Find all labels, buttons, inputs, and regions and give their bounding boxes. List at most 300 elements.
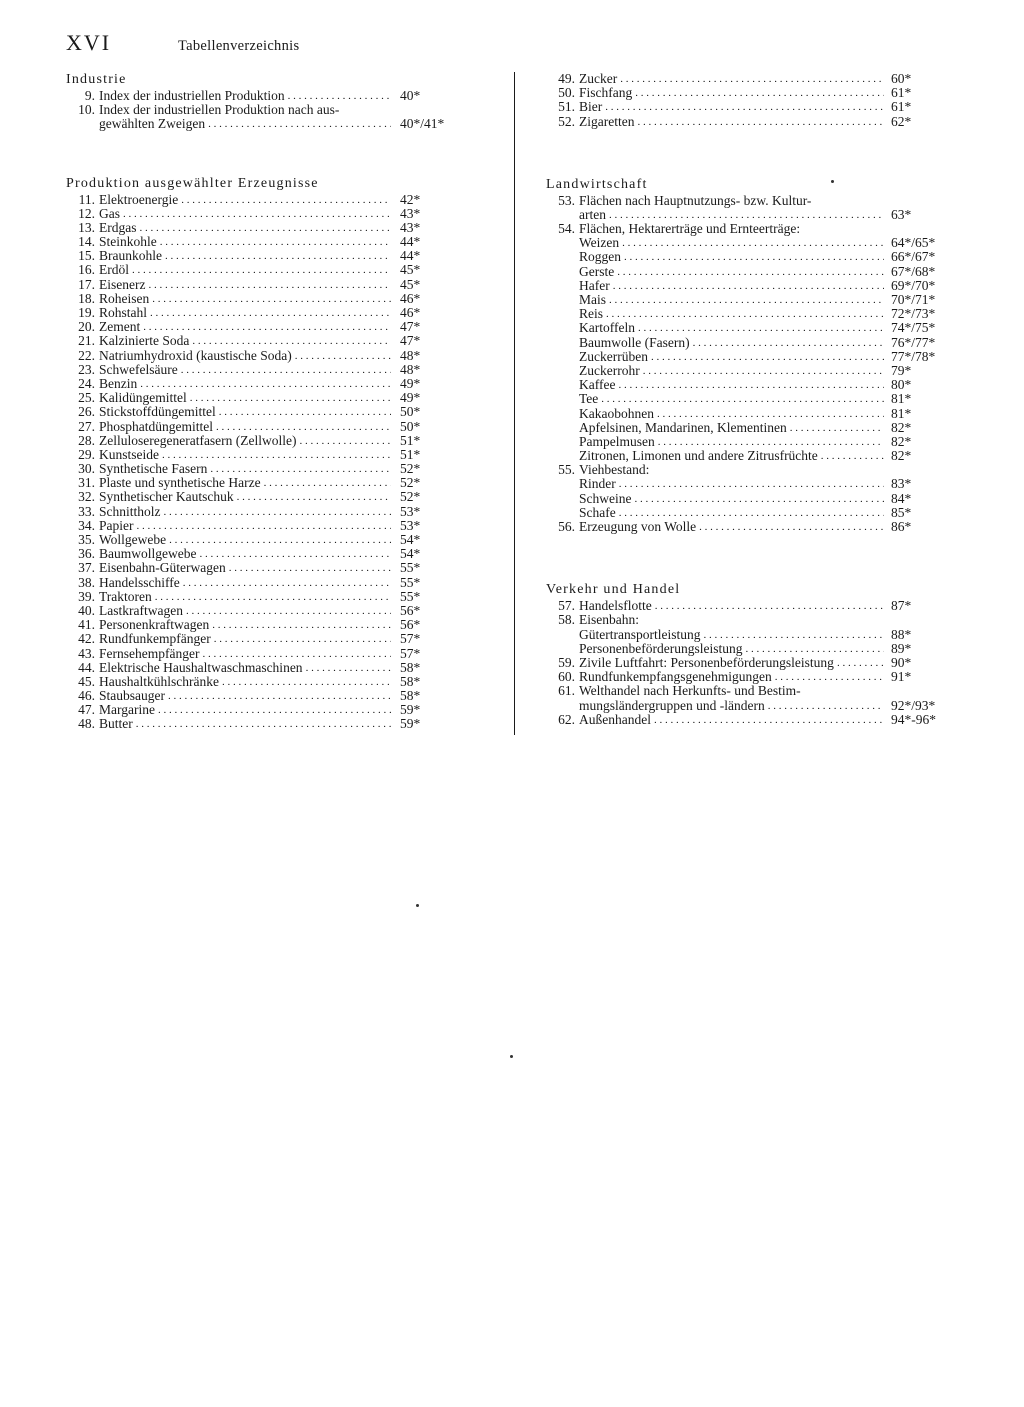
- entry-title: Index der industriellen Produktion: [99, 87, 285, 103]
- dot-leader: [168, 689, 391, 703]
- toc-entry: [63, 533, 450, 547]
- print-speck: [416, 904, 419, 907]
- toc-entry: [543, 293, 957, 307]
- section-title: Industrie: [66, 72, 127, 87]
- dot-leader: [229, 561, 391, 575]
- entry-number: 9.: [84, 87, 95, 103]
- entry-title: Natriumhydroxid (kaustische Soda): [99, 347, 292, 363]
- entry-page: 74*/75*: [891, 320, 936, 336]
- toc-entry: [543, 435, 957, 449]
- entry-title: Margarine: [99, 702, 155, 718]
- toc-entry: [543, 684, 957, 698]
- entry-title: Kunstseide: [99, 446, 159, 462]
- entry-title: Zelluloseregeneratfasern (Zellwolle): [99, 432, 297, 448]
- entry-title: Roheisen: [99, 290, 150, 306]
- entry-title: Benzin: [99, 375, 138, 391]
- entry-number: 34.: [78, 517, 95, 533]
- entry-page: 47*: [400, 319, 421, 335]
- entry-page: 59*: [400, 702, 421, 718]
- dot-leader: [192, 334, 391, 348]
- toc-entry: [63, 590, 450, 604]
- dot-leader: [620, 72, 884, 86]
- entry-page: 56*: [400, 617, 421, 633]
- entry-title: arten: [579, 206, 606, 222]
- entry-page: 60*: [891, 70, 912, 86]
- entry-title: Lastkraftwagen: [99, 602, 183, 618]
- entry-title: mungsländergruppen und -ländern: [579, 697, 765, 713]
- toc-entry: [543, 449, 957, 463]
- toc-entry: [543, 350, 957, 364]
- page-header: [66, 30, 299, 54]
- entry-number: 30.: [78, 461, 95, 477]
- dot-leader: [219, 405, 391, 419]
- entry-title: Zucker: [579, 70, 618, 86]
- entry-title: Traktoren: [99, 588, 152, 604]
- dot-leader: [821, 449, 884, 463]
- dot-leader: [143, 320, 391, 334]
- entry-number: 58.: [558, 612, 575, 628]
- entry-page: 89*: [891, 640, 912, 656]
- toc-entry: [543, 478, 957, 492]
- page-number: XVI: [66, 30, 112, 55]
- entry-page: 49*: [400, 390, 421, 406]
- entry-title: Mais: [579, 292, 606, 308]
- entry-title: Personenkraftwagen: [99, 617, 210, 633]
- entry-number: 41.: [78, 617, 95, 633]
- entry-number: 35.: [78, 532, 95, 548]
- entry-number: 48.: [78, 716, 95, 732]
- toc-entry: [63, 391, 450, 405]
- dot-leader: [613, 279, 884, 293]
- entry-number: 61.: [558, 683, 575, 699]
- entry-page: 55*: [400, 588, 421, 604]
- entry-page: 86*: [891, 519, 912, 535]
- entry-page: 55*: [400, 574, 421, 590]
- toc-entry: [543, 713, 957, 727]
- toc-entry: [63, 476, 450, 490]
- entry-page: 62*: [891, 113, 912, 129]
- toc-entry: [63, 117, 450, 131]
- entry-page: 55*: [400, 560, 421, 576]
- entry-page: 45*: [400, 262, 421, 278]
- entry-number: 45.: [78, 673, 95, 689]
- entry-title: Weizen: [579, 235, 620, 251]
- dot-leader: [609, 293, 884, 307]
- dot-leader: [617, 265, 884, 279]
- toc-entry: [543, 115, 957, 129]
- toc-entry: [543, 279, 957, 293]
- entry-number: 31.: [78, 475, 95, 491]
- entry-title: Zivile Luftfahrt: Personenbeförderungsleistung: [579, 654, 834, 670]
- entry-page: 57*: [400, 631, 421, 647]
- entry-number: 24.: [78, 375, 95, 391]
- entry-page: 61*: [891, 99, 912, 115]
- entry-title: Zement: [99, 319, 141, 335]
- dot-leader: [155, 590, 391, 604]
- dot-leader: [186, 604, 391, 618]
- entry-page: 43*: [400, 205, 421, 221]
- toc-entry: [543, 656, 957, 670]
- entry-title: Plaste und synthetische Harze: [99, 475, 261, 491]
- entry-title: Handelsschiffe: [99, 574, 180, 590]
- entry-title: Zitronen, Limonen und andere Zitrusfrüchte: [579, 448, 818, 464]
- entry-title: Schwefelsäure: [99, 361, 178, 377]
- entry-title: Eisenbahn-Güterwagen: [99, 560, 226, 576]
- entry-page: 79*: [891, 362, 912, 378]
- entry-title: Fernsehempfänger: [99, 645, 200, 661]
- toc-entry: [63, 306, 450, 320]
- entry-page: 46*: [400, 290, 421, 306]
- entry-number: 16.: [78, 262, 95, 278]
- toc-entry: [543, 407, 957, 421]
- toc-entry: [543, 208, 957, 222]
- toc-entry: [63, 604, 450, 618]
- print-speck: [831, 180, 834, 183]
- entry-title: Kakaobohnen: [579, 405, 654, 421]
- toc-entry: [543, 86, 957, 100]
- dot-leader: [208, 117, 391, 131]
- dot-leader: [651, 350, 884, 364]
- entry-page: 88*: [891, 626, 912, 642]
- entry-number: 57.: [558, 598, 575, 614]
- dot-leader: [635, 86, 884, 100]
- dot-leader: [745, 642, 884, 656]
- entry-page: 70*/71*: [891, 292, 936, 308]
- entry-page: 57*: [400, 645, 421, 661]
- dot-leader: [140, 377, 391, 391]
- entry-title: Rundfunkempfangsgenehmigungen: [579, 669, 772, 685]
- toc-entry: [63, 448, 450, 462]
- running-title: Tabellenverzeichnis: [178, 38, 300, 54]
- entry-title: Rohstahl: [99, 305, 148, 321]
- dot-leader: [619, 477, 884, 491]
- entry-number: 20.: [78, 319, 95, 335]
- entry-title: Viehbestand:: [579, 462, 650, 478]
- entry-title: Erdgas: [99, 219, 137, 235]
- entry-number: 27.: [78, 418, 95, 434]
- toc-entry: [543, 670, 957, 684]
- entry-page: 82*: [891, 419, 912, 435]
- entry-page: 58*: [400, 673, 421, 689]
- dot-leader: [655, 599, 884, 613]
- toc-entry: [63, 235, 450, 249]
- right-column: [543, 72, 957, 727]
- toc-entry: [63, 434, 450, 448]
- dot-leader: [618, 378, 884, 392]
- entry-title: Flächen nach Hauptnutzungs- bzw. Kultur-: [579, 192, 812, 208]
- entry-title: Handelsflotte: [579, 598, 652, 614]
- dot-leader: [657, 407, 884, 421]
- entry-page: 52*: [400, 475, 421, 491]
- entry-page: 48*: [400, 347, 421, 363]
- toc-entry: [543, 506, 957, 520]
- entry-number: 49.: [558, 70, 575, 86]
- entry-page: 44*: [400, 248, 421, 264]
- toc-entry: [543, 463, 957, 477]
- toc-entry: [63, 249, 450, 263]
- toc-entry: [63, 349, 450, 363]
- entry-title: Gerste: [579, 263, 615, 279]
- entry-title: Roggen: [579, 249, 621, 265]
- toc-entry: [63, 718, 450, 732]
- entry-page: 46*: [400, 305, 421, 321]
- dot-leader: [222, 675, 391, 689]
- dot-leader: [152, 292, 391, 306]
- entry-title: Baumwollgewebe: [99, 546, 197, 562]
- entry-number: 50.: [558, 85, 575, 101]
- entry-title: Flächen, Hektarerträge und Ernteerträge:: [579, 221, 801, 237]
- dot-leader: [162, 448, 391, 462]
- dot-leader: [634, 492, 884, 506]
- entry-number: 17.: [78, 276, 95, 292]
- entry-title: Phosphatdüngemittel: [99, 418, 213, 434]
- print-speck: [510, 1055, 513, 1058]
- toc-entry: [63, 320, 450, 334]
- entry-number: 14.: [78, 234, 95, 250]
- entry-title: Zuckerrohr: [579, 362, 640, 378]
- dot-leader: [202, 647, 391, 661]
- entry-title: Gütertransportleistung: [579, 626, 701, 642]
- entry-page: 50*: [400, 418, 421, 434]
- entry-title: Synthetischer Kautschuk: [99, 489, 234, 505]
- entry-page: 82*: [891, 433, 912, 449]
- entry-title: Kartoffeln: [579, 320, 635, 336]
- entry-title: Braunkohle: [99, 248, 162, 264]
- toc-entry: [63, 618, 450, 632]
- entry-title: Hafer: [579, 277, 610, 293]
- entry-number: 13.: [78, 219, 95, 235]
- entry-number: 32.: [78, 489, 95, 505]
- dot-leader: [622, 236, 884, 250]
- entry-page: 69*/70*: [891, 277, 936, 293]
- toc-entry: [63, 689, 450, 703]
- entry-number: 39.: [78, 588, 95, 604]
- entry-title: Stickstoffdüngemittel: [99, 404, 216, 420]
- toc-entry: [63, 334, 450, 348]
- entry-title: Erzeugung von Wolle: [579, 519, 697, 535]
- entry-number: 62.: [558, 711, 575, 727]
- toc-entry: [63, 647, 450, 661]
- entry-title: Baumwolle (Fasern): [579, 334, 690, 350]
- toc-entry: [543, 613, 957, 627]
- entry-title: Kalidüngemittel: [99, 390, 187, 406]
- entry-title: Kaffee: [579, 377, 616, 393]
- dot-leader: [183, 576, 391, 590]
- entry-title: Eisenerz: [99, 276, 146, 292]
- dot-leader: [199, 547, 391, 561]
- dot-leader: [606, 307, 884, 321]
- entry-number: 22.: [78, 347, 95, 363]
- entry-title: Fischfang: [579, 85, 633, 101]
- toc-entry: [543, 251, 957, 265]
- entry-page: 44*: [400, 234, 421, 250]
- entry-title: Elektroenergie: [99, 191, 179, 207]
- toc-entry: [543, 336, 957, 350]
- dot-leader: [288, 89, 391, 103]
- entry-page: 52*: [400, 489, 421, 505]
- dot-leader: [212, 618, 391, 632]
- dot-leader: [165, 249, 391, 263]
- column-divider: [514, 72, 515, 735]
- dot-leader: [169, 533, 391, 547]
- entry-number: 29.: [78, 446, 95, 462]
- entry-title: Butter: [99, 716, 133, 732]
- entry-page: 53*: [400, 503, 421, 519]
- entry-page: 87*: [891, 598, 912, 614]
- dot-leader: [654, 713, 884, 727]
- entry-page: 40*/41*: [400, 116, 445, 132]
- section-title: Verkehr und Handel: [546, 582, 681, 598]
- entry-title: Schnittholz: [99, 503, 161, 519]
- dot-leader: [181, 363, 391, 377]
- entry-number: 55.: [558, 462, 575, 478]
- entry-page: 77*/78*: [891, 348, 936, 364]
- toc-entry: [543, 599, 957, 613]
- entry-page: 54*: [400, 546, 421, 562]
- dot-leader: [181, 193, 391, 207]
- entry-number: 53.: [558, 192, 575, 208]
- toc-entry: [63, 519, 450, 533]
- dot-leader: [295, 349, 391, 363]
- entry-number: 25.: [78, 390, 95, 406]
- entry-title: Personenbeförderungsleistung: [579, 640, 743, 656]
- entry-page: 50*: [400, 404, 421, 420]
- toc-entry: [63, 675, 450, 689]
- entry-page: 59*: [400, 716, 421, 732]
- entry-page: 48*: [400, 361, 421, 377]
- entry-number: 11.: [78, 191, 95, 207]
- entry-page: 42*: [400, 191, 421, 207]
- entry-page: 40*: [400, 87, 421, 103]
- entry-title: Steinkohle: [99, 234, 157, 250]
- entry-page: 58*: [400, 688, 421, 704]
- toc-entry: [543, 265, 957, 279]
- entry-page: 43*: [400, 219, 421, 235]
- entry-title: Reis: [579, 306, 604, 322]
- entry-number: 47.: [78, 702, 95, 718]
- dot-leader: [637, 115, 884, 129]
- toc-entry: [543, 72, 957, 86]
- entry-page: 81*: [891, 405, 912, 421]
- dot-leader: [306, 661, 391, 675]
- section-gap: [543, 534, 957, 582]
- dot-leader: [703, 628, 884, 642]
- entry-number: 15.: [78, 248, 95, 264]
- entry-title: Apfelsinen, Mandarinen, Klementinen: [579, 419, 787, 435]
- dot-leader: [214, 632, 391, 646]
- toc-entry: [63, 576, 450, 590]
- toc-entry: [543, 236, 957, 250]
- dot-leader: [638, 321, 884, 335]
- toc-entry: [63, 405, 450, 419]
- dot-leader: [160, 235, 391, 249]
- entry-page: 80*: [891, 377, 912, 393]
- entry-page: 83*: [891, 476, 912, 492]
- toc-entry: [543, 628, 957, 642]
- dot-leader: [237, 490, 391, 504]
- dot-leader: [136, 717, 391, 731]
- entry-page: 52*: [400, 461, 421, 477]
- dot-leader: [837, 656, 884, 670]
- dot-leader: [137, 519, 392, 533]
- dot-leader: [790, 421, 884, 435]
- dot-leader: [158, 703, 391, 717]
- dot-leader: [148, 278, 391, 292]
- entry-number: 60.: [558, 669, 575, 685]
- toc-entry: [63, 89, 450, 103]
- entry-title: Papier: [99, 517, 134, 533]
- toc-entry: [63, 661, 450, 675]
- entry-title: Eisenbahn:: [579, 612, 639, 628]
- entry-title: Zigaretten: [579, 113, 635, 129]
- toc-entry: [63, 103, 450, 117]
- entry-page: 72*/73*: [891, 306, 936, 322]
- dot-leader: [693, 336, 884, 350]
- toc-entry: [543, 520, 957, 534]
- entry-page: 58*: [400, 659, 421, 675]
- entry-title: Staubsauger: [99, 688, 165, 704]
- toc-entry: [63, 505, 450, 519]
- entry-page: 82*: [891, 448, 912, 464]
- toc-entry: [63, 193, 450, 207]
- entry-number: 36.: [78, 546, 95, 562]
- entry-number: 42.: [78, 631, 95, 647]
- entry-page: 51*: [400, 432, 421, 448]
- entry-page: 45*: [400, 276, 421, 292]
- toc-entry: [543, 378, 957, 392]
- entry-number: 28.: [78, 432, 95, 448]
- entry-title: Welthandel nach Herkunfts- und Bestim-: [579, 683, 801, 699]
- entry-title: Kalzinierte Soda: [99, 333, 190, 349]
- entry-title: Gas: [99, 205, 120, 221]
- toc-entry: [543, 699, 957, 713]
- entry-title: Bier: [579, 99, 603, 115]
- left-column: [63, 72, 450, 732]
- entry-page: 94*-96*: [891, 711, 936, 727]
- entry-title: Schweine: [579, 490, 632, 506]
- toc-entry: [63, 420, 450, 434]
- toc-entry: [543, 392, 957, 406]
- toc-entry: [543, 321, 957, 335]
- entry-title: Haushaltkühlschränke: [99, 673, 219, 689]
- dot-leader: [699, 520, 884, 534]
- entry-number: 26.: [78, 404, 95, 420]
- entry-number: 46.: [78, 688, 95, 704]
- toc-entry: [63, 377, 450, 391]
- entry-title: Pampelmusen: [579, 433, 655, 449]
- toc-entry: [63, 363, 450, 377]
- entry-number: 38.: [78, 574, 95, 590]
- dot-leader: [216, 420, 391, 434]
- dot-leader: [123, 207, 391, 221]
- entry-page: 47*: [400, 333, 421, 349]
- entry-number: 12.: [78, 205, 95, 221]
- toc-entry: [543, 194, 957, 208]
- toc-entry: [543, 492, 957, 506]
- toc-entry: [543, 222, 957, 236]
- toc-entry: [63, 278, 450, 292]
- dot-leader: [132, 263, 391, 277]
- entry-page: 67*/68*: [891, 263, 936, 279]
- dot-leader: [619, 506, 884, 520]
- entry-number: 56.: [558, 519, 575, 535]
- entry-page: 56*: [400, 602, 421, 618]
- dot-leader: [609, 208, 884, 222]
- dot-leader: [624, 250, 884, 264]
- entry-page: 51*: [400, 446, 421, 462]
- entry-number: 40.: [78, 602, 95, 618]
- entry-page: 54*: [400, 532, 421, 548]
